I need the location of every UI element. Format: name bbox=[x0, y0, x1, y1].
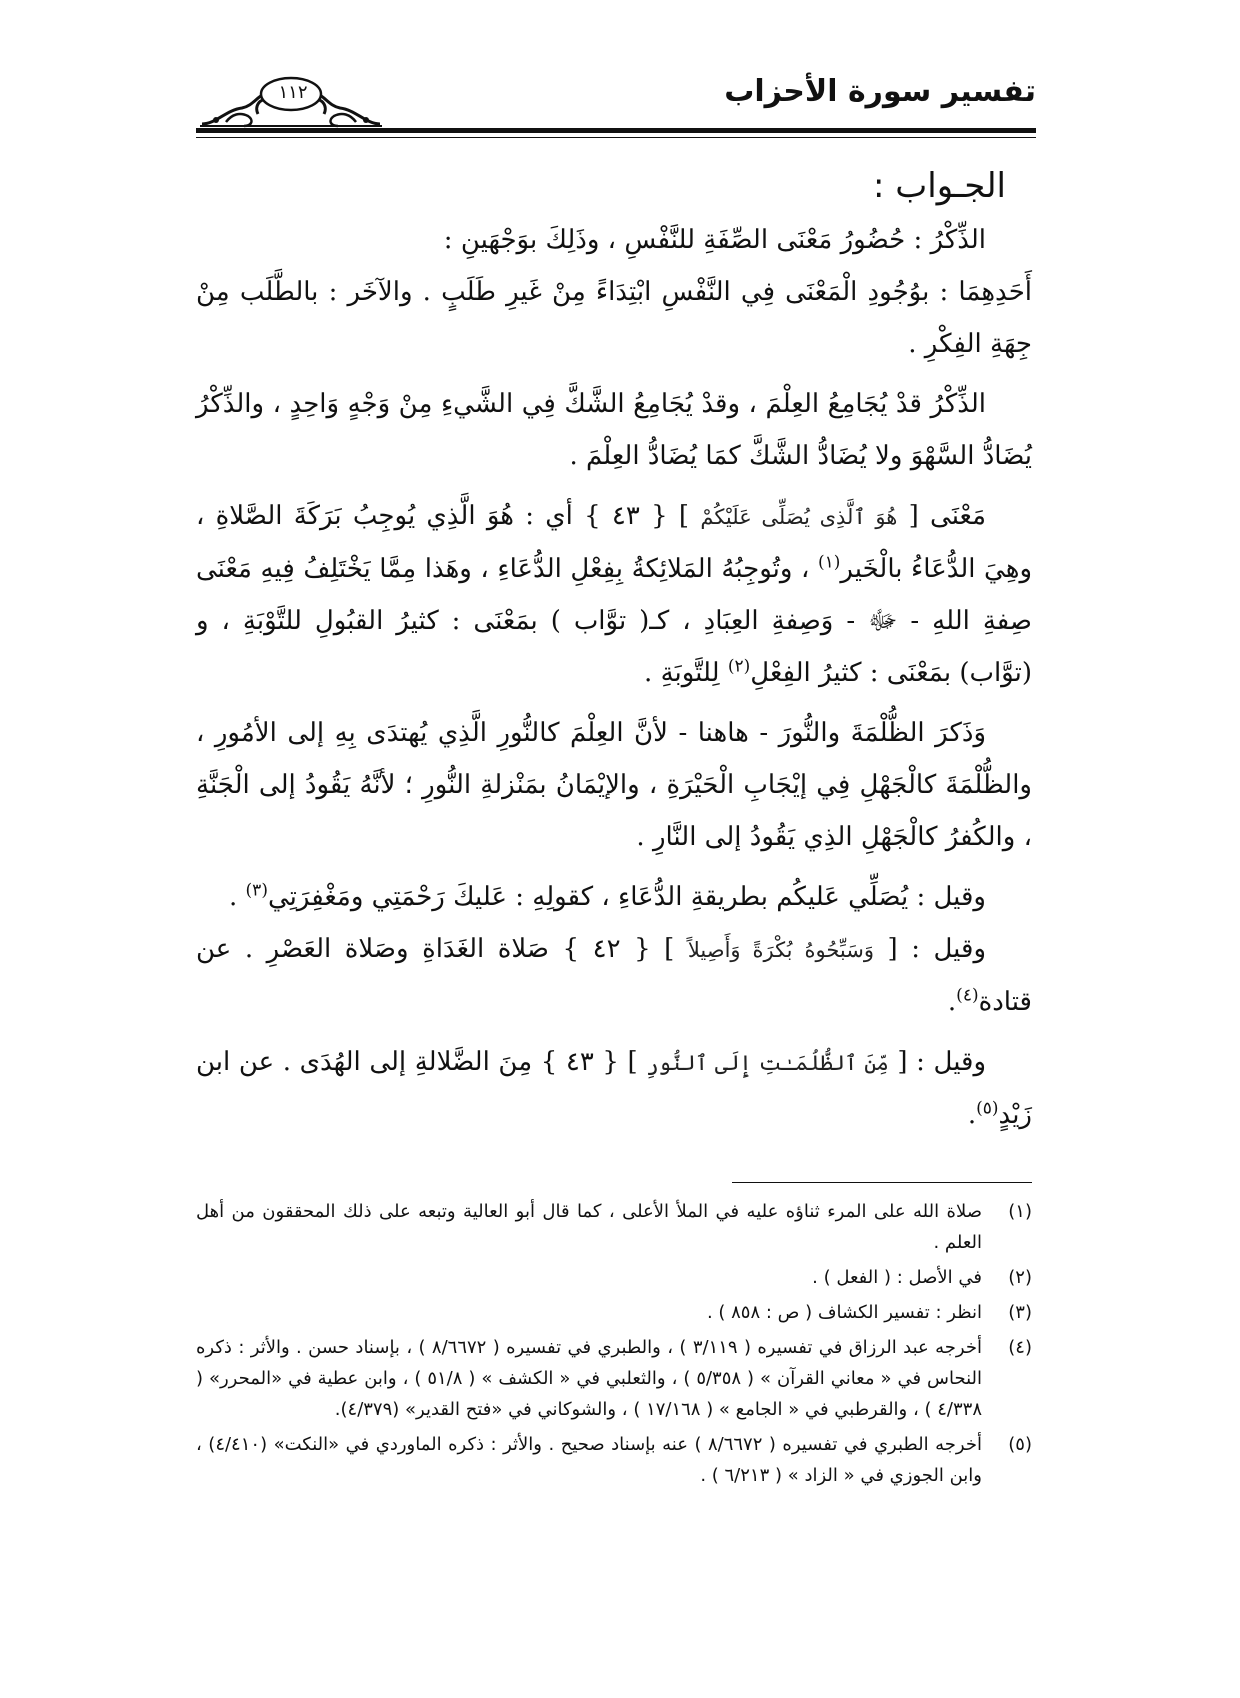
main-text bbox=[196, 158, 1032, 1141]
quran-verse: هُوَ ٱلَّذِى يُصَلِّى عَلَيْكُمْ bbox=[700, 505, 898, 529]
p4-text-b: ] { ٤٣ } أي : هُوَ الَّذِي يُوجِبُ بَرَكَةَ الصَّلاةِ ، وهِيَ الدُّعَاءُ بالْخَير bbox=[196, 501, 1032, 584]
p8-end: . bbox=[967, 1100, 977, 1130]
p6-text: وقيل : يُصَلِّي عَليكُم بطريقةِ الدُّعَاءِ ، كقولِهِ : عَليكَ رَحْمَتِي ومَغْفِرَتِي bbox=[267, 882, 986, 912]
header-rule-thin bbox=[196, 137, 1036, 138]
footnote-ref-5[interactable]: (٥) bbox=[976, 1098, 999, 1119]
footnote-text: أخرجه الطبري في تفسيره ( ٨/٦٦٧٢ ) عنه بإسناد صحيح . والأثر : ذكره الماوردي في «النكت» (٤/٤١٠) ، وابن الجوزي في « الزاد » ( ٦/٢١٣ ) . bbox=[196, 1434, 982, 1486]
p8-text-b: ] { ٤٣ } مِنَ الضَّلالةِ إلى الهُدَى . عن ابن زَيْدٍ bbox=[196, 1047, 1032, 1130]
footnote-4 bbox=[196, 1332, 1032, 1425]
footnote-ref-3[interactable]: (٣) bbox=[245, 880, 268, 901]
footnote-number: (٣) bbox=[1008, 1302, 1032, 1323]
quran-verse: مِّنَ ٱلظُّلُمَـٰتِ إِلَى ٱلنُّورِ bbox=[646, 1051, 889, 1075]
footnote-separator bbox=[732, 1182, 1032, 1183]
footnote-text: أخرجه عبد الرزاق في تفسيره ( ٣/١١٩ ) ، والطبري في تفسيره ( ٨/٦٦٧٢ ) ، بإسناد حسن . والأثر : ذكره النحاس في « معاني القرآن » ( ٥/٣٥٨ ) ، والثعلبي في « الكشف » ( ٥١/٨ ) ، وابن عطية في «المحرر» ( ٤/٣٣٨ ) ، والقرطبي في « الجامع » ( ١٧/١٦٨ ) ، والشوكاني في «فتح القدير» (٤/٣٧٩). bbox=[196, 1337, 982, 1420]
footnote-ref-2[interactable]: (٢) bbox=[727, 656, 751, 677]
footnote-text: صلاة الله على المرء ثناؤه عليه في الملأ الأعلى ، كما قال أبو العالية وتبعه على ذلك المحققون من أهل العلم . bbox=[196, 1201, 982, 1253]
page-header bbox=[196, 70, 1036, 130]
p7-end: . bbox=[947, 987, 957, 1017]
p7-text-b: ] { ٤٢ } صَلاة الغَدَاةِ وصَلاة العَصْرِ . عن قتادة bbox=[196, 934, 1032, 1017]
footnote-number: (٤) bbox=[1008, 1337, 1032, 1358]
footnote-ref-4[interactable]: (٤) bbox=[956, 985, 979, 1006]
footnote-text: انظر : تفسير الكشاف ( ص : ٨٥٨ ) . bbox=[706, 1302, 982, 1323]
footnote-number: (٥) bbox=[1008, 1434, 1032, 1455]
p4-text-d: لِلتَّوبَةِ . bbox=[644, 658, 720, 688]
footnote-number: (٢) bbox=[1008, 1267, 1032, 1288]
section-heading: الجـواب : bbox=[873, 166, 1006, 206]
p4-text-a: مَعْنَى [ bbox=[908, 501, 987, 531]
paragraph-6 bbox=[196, 871, 1032, 923]
footnotes bbox=[196, 1196, 1032, 1495]
paragraph-2: أَحَدِهِمَا : بوُجُودِ الْمَعْنَى فِي النَّفْسِ ابْتِدَاءً مِنْ غَيرِ طَلَبٍ . والآخَر : بالطَّلَب مِنْ جِهَةِ الفِكْرِ . bbox=[196, 277, 1032, 359]
paragraph-3: الذِّكْرُ قدْ يُجَامِعُ العِلْمَ ، وقدْ يُجَامِعُ الشَّكَّ فِي الشَّيءِ مِنْ وَجْهٍ وَاحِدٍ ، والذِّكْرُ يُضَادُّ السَّهْوَ ولا يُضَادُّ الشَّكَّ كمَا يُضَادُّ العِلْمَ . bbox=[196, 389, 1032, 471]
footnote-ref-1[interactable]: (١) bbox=[818, 552, 841, 573]
footnote-1 bbox=[196, 1196, 1032, 1258]
page-number: ١١٢ bbox=[278, 82, 308, 103]
footnote-2 bbox=[196, 1262, 1032, 1293]
footnote-number: (١) bbox=[1008, 1201, 1032, 1222]
p4-text-c: ، وتُوجِبُهُ المَلائِكةُ بِفِعْلِ الدُّعَاءِ ، وهَذا مِمَّا يَخْتَلِفُ فِيهِ مَعْنَى صِفةِ اللهِ - ﷻ - وَصِفةِ العِبَادِ ، كـ( توَّاب ) بمَعْنَى : كثيرُ القبُولِ للتَّوْبَةِ ، و (توَّاب) بمَعْنَى : كثيرُ الفِعْلِ bbox=[196, 554, 1032, 688]
paragraph-4 bbox=[196, 490, 1032, 699]
header-rule bbox=[196, 128, 1036, 133]
quran-verse: وَسَبِّحُوهُ بُكْرَةً وَأَصِيلاً bbox=[687, 938, 874, 962]
footnote-text: في الأصل : ( الفعل ) . bbox=[812, 1267, 982, 1288]
paragraph-5: وَذَكرَ الظُّلْمَةَ والنُّورَ - هاهنا - لأنَّ العِلْمَ كالنُّورِ الَّذِي يُهتدَى بِهِ إلى الأمُورِ ، والظُّلْمَةَ كالْجَهْلِ فِي إيْجَابِ الْحَيْرَةِ ، والإيْمَانُ بمَنْزلةِ النُّورِ ؛ لأنَّهُ يَقُودُ إلى الْجَنَّةِ ، والكُفرُ كالْجَهْلِ الذِي يَقُودُ إلى النَّارِ . bbox=[196, 718, 1032, 852]
paragraph-7 bbox=[196, 923, 1032, 1028]
footnote-3 bbox=[196, 1297, 1032, 1328]
p8-text-a: وقيل : [ bbox=[897, 1047, 987, 1077]
footnote-5 bbox=[196, 1429, 1032, 1491]
paragraph-8 bbox=[196, 1036, 1032, 1141]
running-title: تفسير سورة الأحزاب bbox=[724, 74, 1036, 109]
p7-text-a: وقيل : [ bbox=[887, 934, 987, 964]
paragraph-1: الذِّكْرُ : حُضُورُ مَعْنَى الصِّفَةِ للنَّفْسِ ، وذَلِكَ بوَجْهَينِ : bbox=[443, 225, 986, 255]
p6-end: . bbox=[229, 882, 238, 912]
